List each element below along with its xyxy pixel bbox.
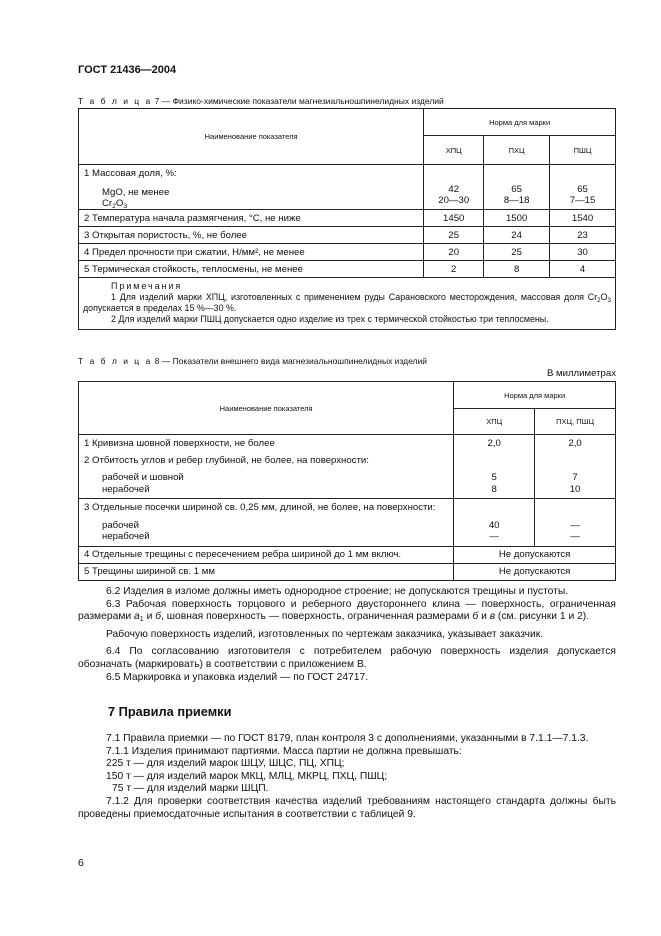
table8-val: —: [489, 531, 499, 542]
table7-val: 4: [550, 261, 616, 278]
table7-caption-text: 7 — Физико-химические показатели магнезиальношпинелидных изделий: [154, 96, 444, 106]
table8-row2-sub1: рабочей и шовной: [102, 472, 184, 483]
table7-val: 24: [484, 227, 550, 244]
table7-row-label: 4 Предел прочности при сжатии, Н/мм², не менее: [79, 244, 424, 261]
table8-val: 5: [491, 472, 497, 483]
table7-caption: [78, 96, 444, 106]
table7-val: 8—18: [503, 195, 530, 206]
paragraph-7-1: 7.1 Правила приемки — по ГОСТ 8179, план контроля 3 с дополнениями, указанными в 7.1.1—7.1.3.: [106, 733, 589, 744]
table7-val: 7—15: [569, 195, 596, 206]
table7-row-label: 3 Открытая пористость, %, не более: [79, 227, 424, 244]
note-1: 1 Для изделий марки ХПЦ, изготовленных с применением руды Сарановского месторождения, массовая доля $Cr_2O_3$ допускается в пределах 15 %—30 %.: [83, 292, 611, 313]
table7-row-3: [79, 227, 616, 244]
list-item: 150 т — для изделий марок МКЦ, МЛЦ, МКРЦ, ПХЦ, ПШЦ;: [106, 770, 388, 782]
table7-val: 1500: [484, 210, 550, 227]
table7-row1-label: 1 Массовая доля, %:: [84, 168, 177, 179]
paragraph-6-2: 6.2 Изделия в изломе должны иметь однородное строение; не допускаются трещины и пустоты.: [106, 586, 569, 597]
table8-val: —: [570, 531, 580, 542]
table8-row2-sub2: нерабочей: [102, 483, 150, 495]
note-2: 2 Для изделий марки ПШЦ допускается одно изделие из трех с термической стойкостью три теплосмены.: [111, 314, 549, 324]
table8-val: —: [570, 519, 580, 531]
page-number: 6: [78, 857, 84, 869]
table8-caption-word: Т а б л и ц а: [78, 356, 153, 366]
table8-col-name: Наименование показателя: [79, 382, 454, 435]
table8-row5-value: Не допускаются: [454, 563, 616, 580]
table7-val: 1540: [550, 210, 616, 227]
table7-val: 25: [424, 227, 484, 244]
table7-val: 42: [448, 184, 460, 195]
table8-row1-label: 1 Кривизна шовной поверхности, не более: [84, 438, 275, 449]
table7-notes: [79, 278, 616, 330]
section6-text: [78, 586, 616, 684]
table7-col-name: Наименование показателя: [79, 109, 424, 165]
section7-text: [78, 733, 616, 821]
paragraph-7-1-2: 7.1.2 Для проверки соответствия качества изделий требованиям настоящего стандарта должны быть проведены приемосдаточные испытания в соответствии с таблицей 9.: [78, 795, 616, 820]
table8-row5-label: 5 Трещины шириной св. 1 мм: [79, 563, 454, 580]
table7-mark-1: ХПЦ: [424, 136, 484, 165]
table7-row-1: [79, 165, 616, 210]
table7-val: 23: [550, 227, 616, 244]
table8-units: В миллиметрах: [546, 368, 616, 379]
table7-val: 30: [550, 244, 616, 261]
paragraph-7-1-1: 7.1.1 Изделия принимают партиями. Масса партии не должна превышать:: [106, 745, 462, 757]
table7-col-group: Норма для марки: [424, 109, 616, 136]
table8-row-3: [79, 499, 616, 547]
table8-val: 10: [569, 483, 581, 495]
table7-val: 65: [511, 184, 522, 195]
paragraph-6-3: 6.3 Рабочая поверхность торцового и реберного двустороннего клина — поверхность, ограниченная размерами $a_1$ и б, шовная поверхность — поверхность, ограниченная размерами б и в (см. рисунки 1 и 2).: [78, 598, 616, 624]
table8: [78, 381, 616, 581]
table7-val: 8: [484, 261, 550, 278]
table8-caption-text: 8 — Показатели внешнего вида магнезиальношпинелидных изделий: [154, 356, 428, 366]
table8-val: 8: [491, 483, 497, 495]
table8-row3-sub2: нерабочей: [102, 531, 150, 542]
list-item: 75 т — для изделий марки ШЦП.: [112, 783, 269, 795]
table8-val: 2,0: [568, 438, 582, 449]
section-7-heading: 7 Правила приемки: [108, 704, 232, 719]
table8-rows-1-2: [79, 435, 616, 499]
paragraph-6-5: 6.5 Маркировка и упаковка изделий — по ГОСТ 24717.: [106, 671, 369, 683]
table7-mark-3: ПШЦ: [550, 136, 616, 165]
table8-col-group: Норма для марки: [454, 382, 616, 409]
notes-title: Примечания: [111, 281, 183, 291]
table7-val: 25: [484, 244, 550, 261]
table7-val: 20: [424, 244, 484, 261]
table7-mark-2: ПХЦ: [484, 136, 550, 165]
list-item: 225 т — для изделий марок ШЦУ, ШЦС, ПЦ, ХПЦ;: [106, 758, 345, 770]
table7-row-4: [79, 244, 616, 261]
table7-row-label: 5 Термическая стойкость, теплосмены, не менее: [79, 261, 424, 278]
table8-row-5: [79, 563, 616, 580]
table8-row3-label: 3 Отдельные посечки шириной св. 0,25 мм, длиной, не более, на поверхности:: [84, 502, 436, 513]
table8-val: 2,0: [487, 438, 501, 449]
table7-caption-word: Т а б л и ц а: [78, 96, 153, 106]
table8-mark-2: ПХЦ, ПШЦ: [535, 409, 616, 435]
table7-val: 2: [424, 261, 484, 278]
table7-val: 65: [577, 184, 588, 195]
paragraph-6-4: 6.4 По согласованию изготовителя с потребителем рабочую поверхность изделия допускается обозначать (маркировать) в соответствии с приложением В.: [78, 646, 616, 670]
table8-val: 7: [572, 472, 578, 483]
table8-mark-1: ХПЦ: [454, 409, 535, 435]
table8-val: 40: [488, 519, 500, 531]
table7-row1-mgo: MgO, не менее: [102, 187, 170, 198]
paragraph-6-3-2: Рабочую поверхность изделий, изготовленных по чертежам заказчика, указывает заказчик.: [106, 628, 544, 640]
table8-row2-label: 2 Отбитость углов и ребер глубиной, не более, на поверхности:: [84, 454, 369, 466]
table7-row-2: [79, 210, 616, 227]
table7-val: 20—30: [438, 195, 470, 206]
table8-caption: [78, 356, 427, 366]
table8-row-4: [79, 546, 616, 563]
table8-row4-label: 4 Отдельные трещины с пересечением ребра шириной до 1 мм включ.: [79, 546, 454, 563]
table7-notes-row: [79, 278, 616, 330]
table7-row1-cr: $Cr_2O_3$: [102, 198, 128, 210]
table7: [78, 108, 616, 330]
table7-row-5: [79, 261, 616, 278]
table7-row-label: 2 Температура начала размягчения, °С, не ниже: [79, 210, 424, 227]
document-header: ГОСТ 21436—2004: [78, 64, 177, 76]
table7-val: 1450: [424, 210, 484, 227]
table8-row4-value: Не допускаются: [454, 546, 616, 563]
table8-row3-sub1: рабочей: [102, 519, 139, 531]
